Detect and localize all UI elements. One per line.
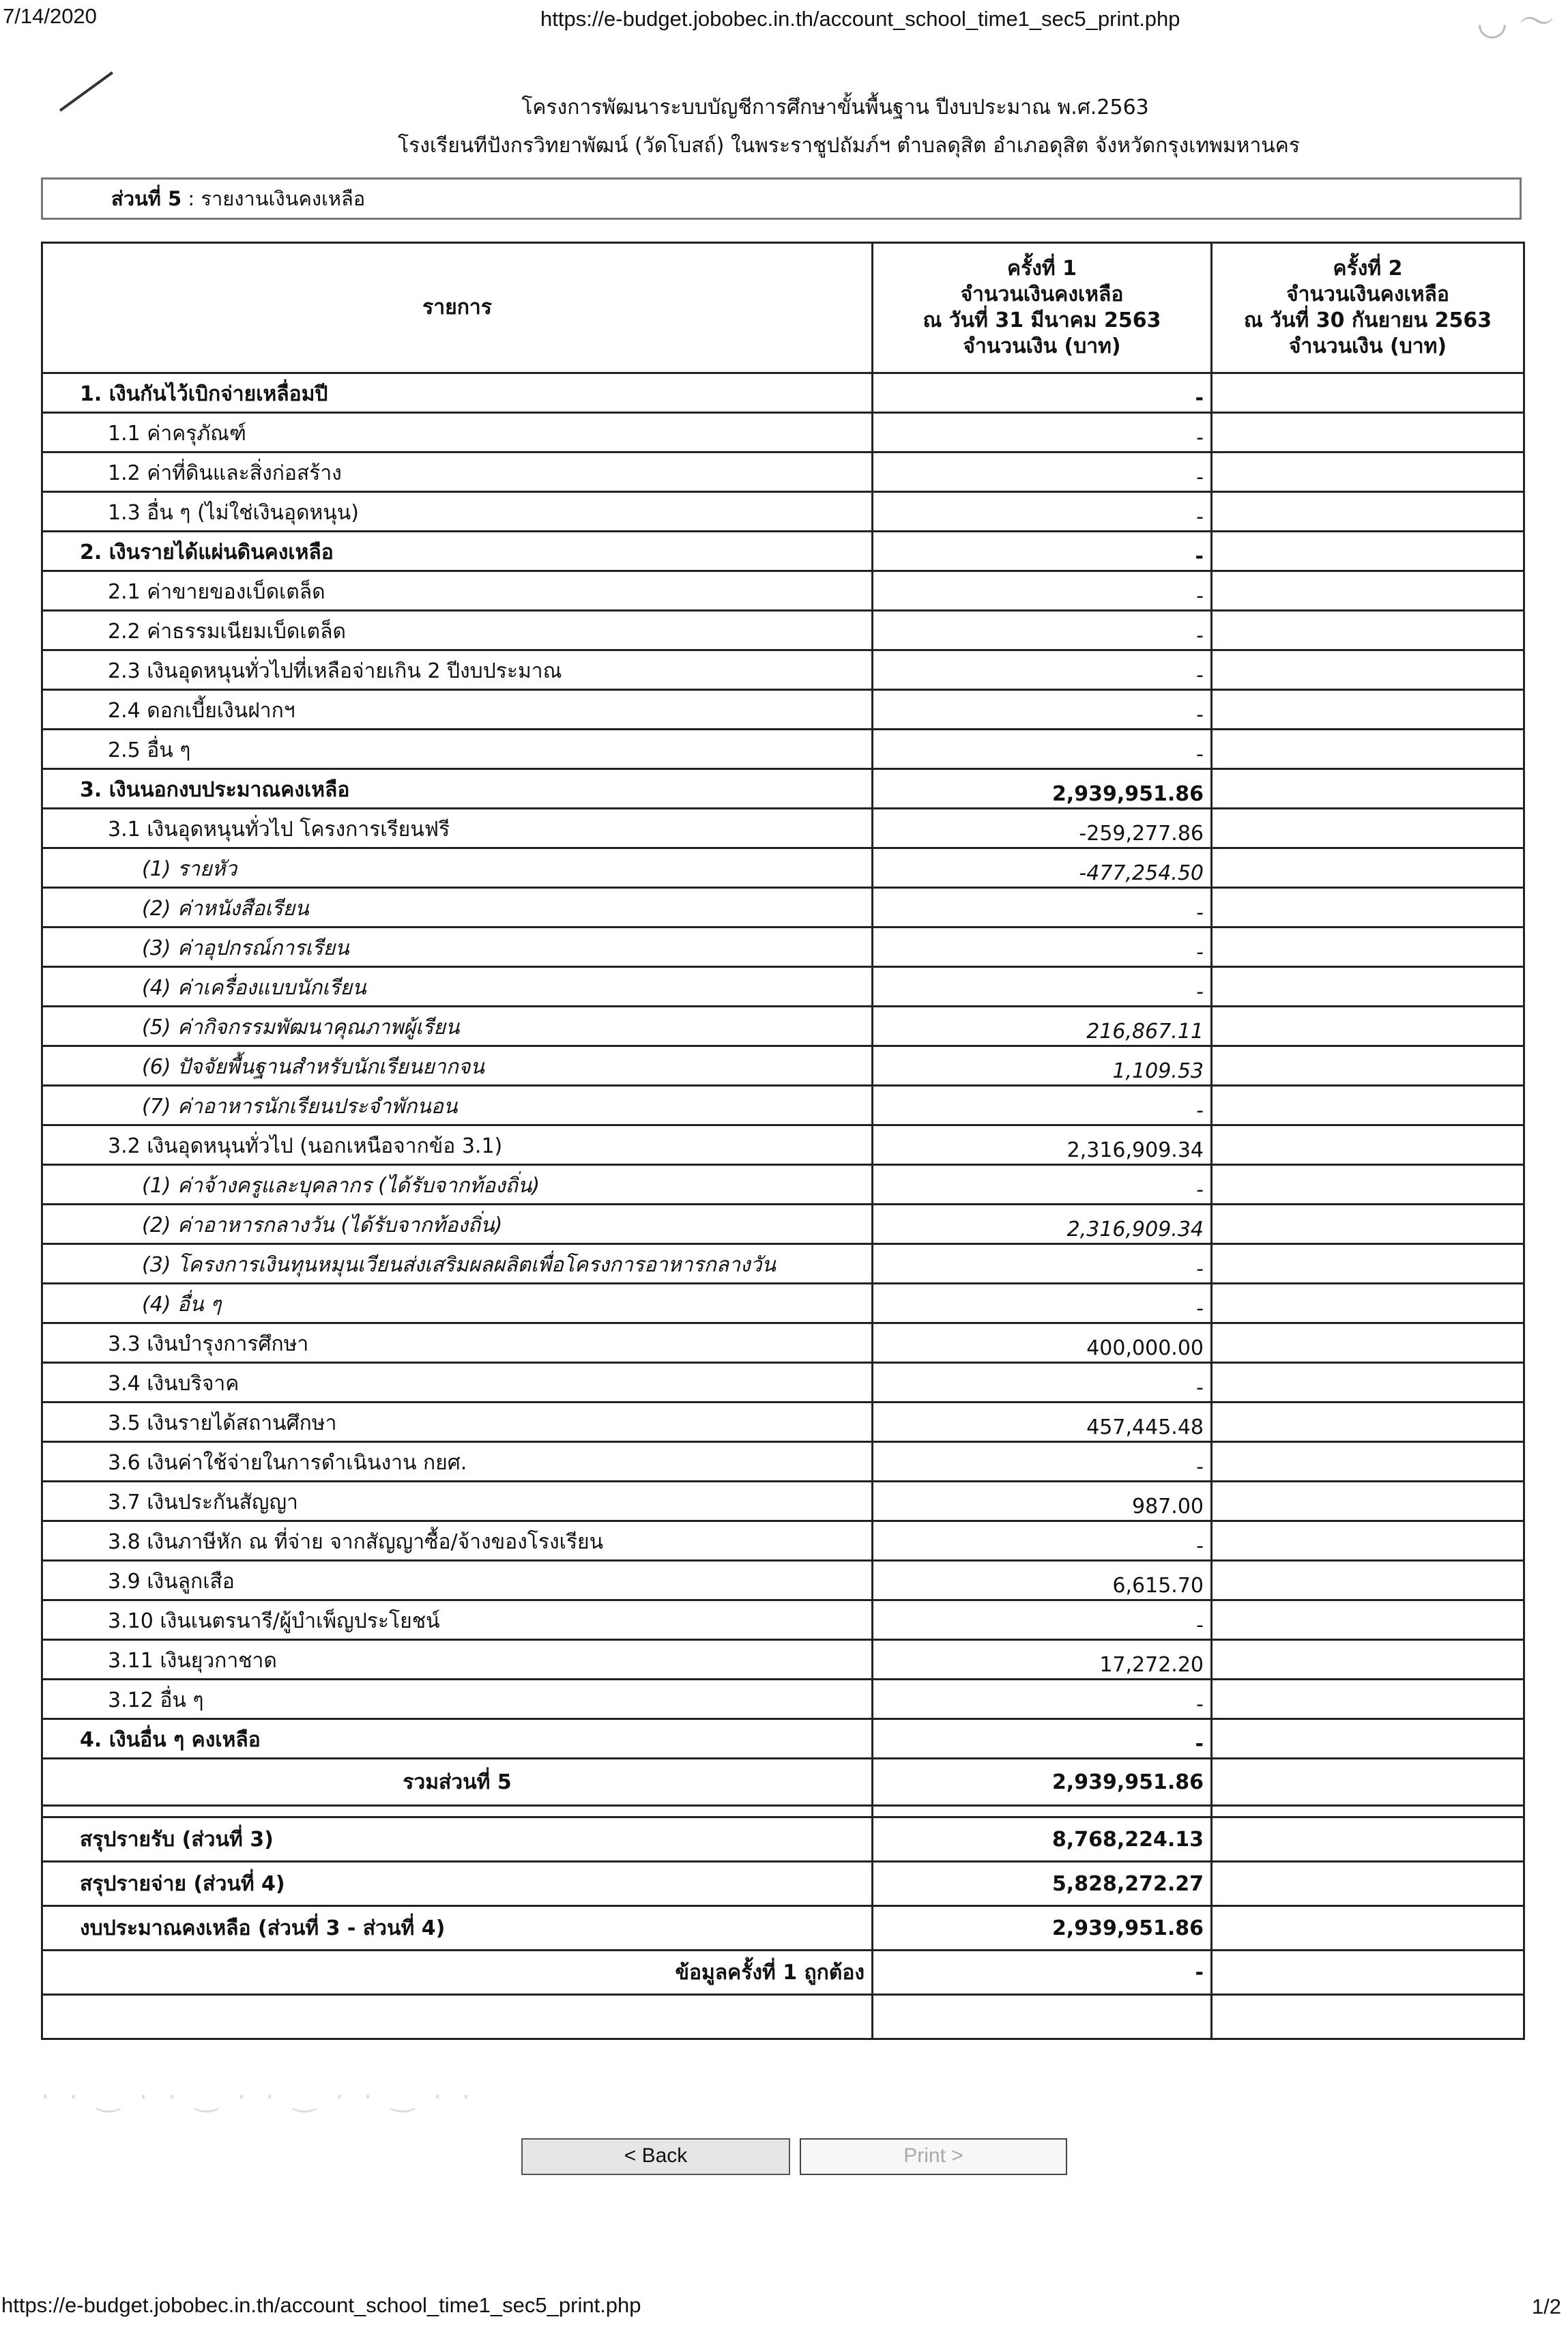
row-label: 2. เงินรายได้แผ่นดินคงเหลือ <box>42 532 873 571</box>
row-amount2 <box>1212 927 1524 967</box>
row-amount2 <box>1212 571 1524 611</box>
row-amount2 <box>1212 1521 1524 1561</box>
row-amount2 <box>1212 532 1524 571</box>
header-round1-line: จำนวนเงินคงเหลือ <box>960 283 1124 306</box>
row-label: 1.1 ค่าครุภัณฑ์ <box>42 413 873 452</box>
row-label: 3.9 เงินลูกเสือ <box>42 1561 873 1600</box>
row-label: 3.3 เงินบำรุงการศึกษา <box>42 1323 873 1363</box>
table-row <box>42 492 1524 532</box>
table-row <box>42 571 1524 611</box>
row-amount2 <box>1212 1284 1524 1323</box>
row-amount1: - <box>873 1086 1212 1125</box>
row-amount1: 1,109.53 <box>873 1046 1212 1086</box>
row-amount2 <box>1212 1125 1524 1165</box>
row-amount2 <box>1212 1403 1524 1442</box>
header-round1-line: ครั้งที่ 1 <box>1007 257 1077 281</box>
page-number: 1/2 <box>1531 2295 1561 2318</box>
row-amount1: - <box>873 1284 1212 1323</box>
row-label: 3.5 เงินรายได้สถานศึกษา <box>42 1403 873 1442</box>
row-label: 3.11 เงินยุวกาชาด <box>42 1640 873 1680</box>
row-label: (3) ค่าอุปกรณ์การเรียน <box>42 927 873 967</box>
row-amount2 <box>1212 373 1524 413</box>
row-amount2 <box>1212 1482 1524 1521</box>
row-amount1: 216,867.11 <box>873 1007 1212 1046</box>
row-amount1: 6,615.70 <box>873 1561 1212 1600</box>
table-row <box>42 1640 1524 1680</box>
row-amount1: - <box>873 532 1212 571</box>
row-amount1: - <box>873 1363 1212 1403</box>
row-amount1: - <box>873 611 1212 650</box>
summary-amount1: 8,768,224.13 <box>873 1817 1212 1862</box>
table-body <box>42 373 1524 2039</box>
section-heading <box>41 177 1522 220</box>
total-amount1: 2,939,951.86 <box>873 1759 1212 1806</box>
print-date: 7/14/2020 <box>3 4 97 28</box>
total-row <box>42 1759 1524 1806</box>
back-button[interactable]: < Back <box>521 2138 790 2175</box>
table-row <box>42 1007 1524 1046</box>
report-title: โครงการพัฒนาระบบบัญชีการศึกษาขั้นพื้นฐาน ปีงบประมาณ พ.ศ.2563 <box>521 96 1149 119</box>
table-row <box>42 1244 1524 1284</box>
row-amount2 <box>1212 888 1524 927</box>
blank-row <box>42 1995 1524 2039</box>
handwritten-corner-mark: ◡ 〜 <box>1477 2 1554 43</box>
row-label: 3.2 เงินอุดหนุนทั่วไป (นอกเหนือจากข้อ 3.1) <box>42 1125 873 1165</box>
spacer-cell <box>873 1806 1212 1817</box>
row-amount1: - <box>873 452 1212 492</box>
row-amount2 <box>1212 1640 1524 1680</box>
table-row <box>42 848 1524 888</box>
row-label: (4) ค่าเครื่องแบบนักเรียน <box>42 967 873 1007</box>
row-label: 3.12 อื่น ๆ <box>42 1680 873 1719</box>
table-row <box>42 730 1524 769</box>
row-amount1: - <box>873 1600 1212 1640</box>
table-row <box>42 1521 1524 1561</box>
row-amount2 <box>1212 1323 1524 1363</box>
row-amount2 <box>1212 1046 1524 1086</box>
row-amount1: - <box>873 927 1212 967</box>
table-row <box>42 1205 1524 1244</box>
summary-amount2 <box>1212 1862 1524 1906</box>
row-amount2 <box>1212 967 1524 1007</box>
blank-cell <box>1212 1995 1524 2039</box>
row-amount2 <box>1212 1244 1524 1284</box>
table-row <box>42 1165 1524 1205</box>
row-label: 2.5 อื่น ๆ <box>42 730 873 769</box>
header-item: รายการ <box>42 243 873 373</box>
row-amount1: -477,254.50 <box>873 848 1212 888</box>
school-name: โรงเรียนทีปังกรวิทยาพัฒน์ (วัดโบสถ์) ในพระราชูปถัมภ์ฯ ตำบลดุสิต อำเภอดุสิต จังหวัดกรุงเทพมหานคร <box>398 134 1300 158</box>
row-label: 2.2 ค่าธรรมเนียมเบ็ดเตล็ด <box>42 611 873 650</box>
row-amount2 <box>1212 809 1524 848</box>
row-label: (5) ค่ากิจกรรมพัฒนาคุณภาพผู้เรียน <box>42 1007 873 1046</box>
table-row <box>42 1363 1524 1403</box>
summary-label: สรุปรายจ่าย (ส่วนที่ 4) <box>42 1862 873 1906</box>
balance-table <box>41 242 1525 2040</box>
row-amount1: - <box>873 650 1212 690</box>
row-label: 2.4 ดอกเบี้ยเงินฝากฯ <box>42 690 873 730</box>
table-row <box>42 809 1524 848</box>
table-row <box>42 888 1524 927</box>
row-amount1: - <box>873 967 1212 1007</box>
row-amount2 <box>1212 690 1524 730</box>
table-row <box>42 1482 1524 1521</box>
row-amount2 <box>1212 492 1524 532</box>
summary-row-income <box>42 1817 1524 1862</box>
summary-label: งบประมาณคงเหลือ (ส่วนที่ 3 - ส่วนที่ 4) <box>42 1906 873 1951</box>
faded-scan-smudge: · · ‿ · · ‿ · · ‿ · · ‿ · · <box>41 2082 476 2113</box>
row-label: 3.6 เงินค่าใช้จ่ายในการดำเนินงาน กยศ. <box>42 1442 873 1482</box>
row-label: 3.4 เงินบริจาค <box>42 1363 873 1403</box>
header-round2 <box>1212 243 1524 373</box>
row-label: (6) ปัจจัยพื้นฐานสำหรับนักเรียนยากจน <box>42 1046 873 1086</box>
row-label: 1.3 อื่น ๆ (ไม่ใช่เงินอุดหนุน) <box>42 492 873 532</box>
row-amount2 <box>1212 413 1524 452</box>
verify-amount2 <box>1212 1951 1524 1995</box>
table-row <box>42 967 1524 1007</box>
row-amount1: - <box>873 730 1212 769</box>
row-amount2 <box>1212 1165 1524 1205</box>
table-row <box>42 1442 1524 1482</box>
verify-amount1: - <box>873 1951 1212 1995</box>
section-name: รายงานเงินคงเหลือ <box>201 187 366 210</box>
total-label: รวมส่วนที่ 5 <box>42 1759 873 1806</box>
verify-row <box>42 1951 1524 1995</box>
section-number: ส่วนที่ 5 <box>111 187 182 210</box>
summary-label: สรุปรายรับ (ส่วนที่ 3) <box>42 1817 873 1862</box>
balance-table-container <box>41 242 1523 2040</box>
row-amount2 <box>1212 1007 1524 1046</box>
row-amount2 <box>1212 1680 1524 1719</box>
row-label: 2.1 ค่าขายของเบ็ดเตล็ด <box>42 571 873 611</box>
header-round1-line: จำนวนเงิน (บาท) <box>963 334 1121 358</box>
row-amount1: 17,272.20 <box>873 1640 1212 1680</box>
row-amount1: - <box>873 690 1212 730</box>
row-amount1: - <box>873 888 1212 927</box>
summary-row-balance <box>42 1906 1524 1951</box>
row-label: (1) รายหัว <box>42 848 873 888</box>
row-amount1: 457,445.48 <box>873 1403 1212 1442</box>
summary-amount1: 2,939,951.86 <box>873 1906 1212 1951</box>
row-amount2 <box>1212 1363 1524 1403</box>
row-amount2 <box>1212 848 1524 888</box>
section-separator: : <box>182 187 201 210</box>
row-amount1: 400,000.00 <box>873 1323 1212 1363</box>
table-row <box>42 1680 1524 1719</box>
row-amount1: - <box>873 413 1212 452</box>
table-row <box>42 1086 1524 1125</box>
summary-amount2 <box>1212 1906 1524 1951</box>
row-amount1: 2,316,909.34 <box>873 1205 1212 1244</box>
spacer-row <box>42 1806 1524 1817</box>
table-row <box>42 532 1524 571</box>
row-amount2 <box>1212 611 1524 650</box>
row-amount1: - <box>873 373 1212 413</box>
row-label: 1. เงินกันไว้เบิกจ่ายเหลื่อมปี <box>42 373 873 413</box>
summary-amount2 <box>1212 1817 1524 1862</box>
header-round2-line: จำนวนเงิน (บาท) <box>1288 334 1447 358</box>
header-round1 <box>873 243 1212 373</box>
table-row <box>42 1600 1524 1640</box>
table-row <box>42 1125 1524 1165</box>
table-row <box>42 413 1524 452</box>
row-amount1: - <box>873 1719 1212 1759</box>
row-amount2 <box>1212 1600 1524 1640</box>
row-amount1: 2,316,909.34 <box>873 1125 1212 1165</box>
table-row <box>42 1403 1524 1442</box>
print-header-url: https://e-budget.jobobec.in.th/account_school_time1_sec5_print.php <box>540 7 1180 31</box>
row-label: 3.8 เงินภาษีหัก ณ ที่จ่าย จากสัญญาซื้อ/จ้างของโรงเรียน <box>42 1521 873 1561</box>
summary-row-expense <box>42 1862 1524 1906</box>
row-label: (7) ค่าอาหารนักเรียนประจำพักนอน <box>42 1086 873 1125</box>
table-row <box>42 452 1524 492</box>
header-round2-line: จำนวนเงินคงเหลือ <box>1286 283 1449 306</box>
total-amount2 <box>1212 1759 1524 1806</box>
row-amount1: - <box>873 1442 1212 1482</box>
row-amount1: 2,939,951.86 <box>873 769 1212 809</box>
row-amount2 <box>1212 1442 1524 1482</box>
spacer-cell <box>42 1806 873 1817</box>
row-amount2 <box>1212 452 1524 492</box>
table-row <box>42 1046 1524 1086</box>
table-row <box>42 611 1524 650</box>
row-amount2 <box>1212 1561 1524 1600</box>
row-label: 4. เงินอื่น ๆ คงเหลือ <box>42 1719 873 1759</box>
row-label: 1.2 ค่าที่ดินและสิ่งก่อสร้าง <box>42 452 873 492</box>
row-amount1: - <box>873 1680 1212 1719</box>
row-amount2 <box>1212 1086 1524 1125</box>
row-amount1: - <box>873 1165 1212 1205</box>
row-amount2 <box>1212 769 1524 809</box>
row-amount2 <box>1212 730 1524 769</box>
row-label: (4) อื่น ๆ <box>42 1284 873 1323</box>
blank-cell <box>873 1995 1212 2039</box>
blank-cell <box>42 1995 873 2039</box>
print-button[interactable]: Print > <box>800 2138 1067 2175</box>
row-amount1: - <box>873 492 1212 532</box>
row-amount1: - <box>873 1521 1212 1561</box>
row-amount1: - <box>873 1244 1212 1284</box>
verify-label: ข้อมูลครั้งที่ 1 ถูกต้อง <box>42 1951 873 1995</box>
table-row <box>42 1719 1524 1759</box>
table-row <box>42 769 1524 809</box>
spacer-cell <box>1212 1806 1524 1817</box>
print-footer-url: https://e-budget.jobobec.in.th/account_school_time1_sec5_print.php <box>1 2293 641 2317</box>
row-label: 3.1 เงินอุดหนุนทั่วไป โครงการเรียนฟรี <box>42 809 873 848</box>
header-round2-line: ณ วันที่ 30 กันยายน 2563 <box>1243 308 1492 332</box>
table-row <box>42 927 1524 967</box>
row-label: (1) ค่าจ้างครูและบุคลากร (ได้รับจากท้องถิ่น) <box>42 1165 873 1205</box>
summary-amount1: 5,828,272.27 <box>873 1862 1212 1906</box>
row-amount2 <box>1212 650 1524 690</box>
table-row <box>42 1561 1524 1600</box>
row-amount1: -259,277.86 <box>873 809 1212 848</box>
row-label: 3. เงินนอกงบประมาณคงเหลือ <box>42 769 873 809</box>
row-label: 3.7 เงินประกันสัญญา <box>42 1482 873 1521</box>
table-header-row <box>42 243 1524 373</box>
row-label: (2) ค่าอาหารกลางวัน (ได้รับจากท้องถิ่น) <box>42 1205 873 1244</box>
row-amount2 <box>1212 1205 1524 1244</box>
table-row <box>42 1284 1524 1323</box>
header-round1-line: ณ วันที่ 31 มีนาคม 2563 <box>923 308 1161 332</box>
row-label: (2) ค่าหนังสือเรียน <box>42 888 873 927</box>
row-label: 3.10 เงินเนตรนารี/ผู้บำเพ็ญประโยชน์ <box>42 1600 873 1640</box>
table-row <box>42 373 1524 413</box>
row-label: (3) โครงการเงินทุนหมุนเวียนส่งเสริมผลผลิตเพื่อโครงการอาหารกลางวัน <box>42 1244 873 1284</box>
row-label: 2.3 เงินอุดหนุนทั่วไปที่เหลือจ่ายเกิน 2 ปีงบประมาณ <box>42 650 873 690</box>
table-row <box>42 690 1524 730</box>
row-amount1: 987.00 <box>873 1482 1212 1521</box>
row-amount2 <box>1212 1719 1524 1759</box>
table-row <box>42 1323 1524 1363</box>
header-round2-line: ครั้งที่ 2 <box>1333 257 1403 281</box>
table-row <box>42 650 1524 690</box>
row-amount1: - <box>873 571 1212 611</box>
